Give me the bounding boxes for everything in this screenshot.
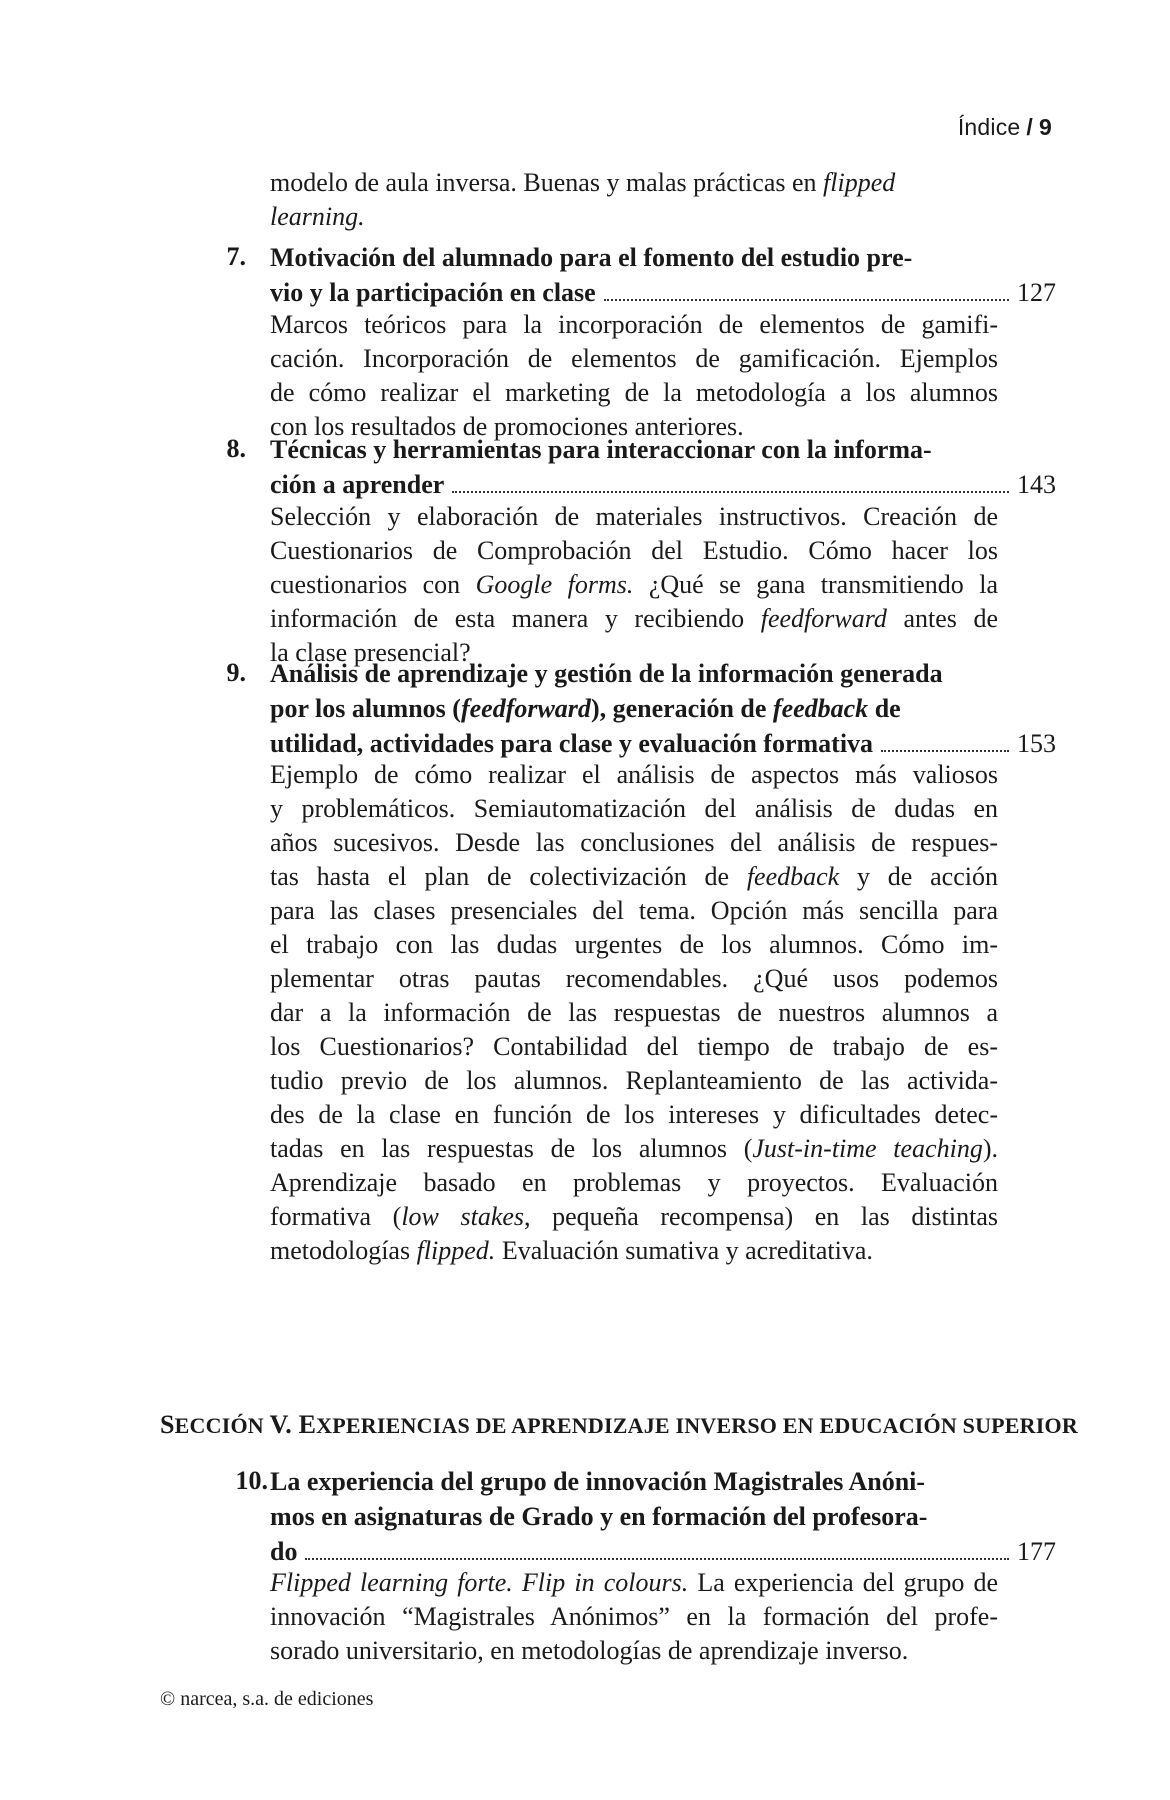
- desc-italic: Flipped learning forte. Flip in colours.: [270, 1568, 689, 1597]
- title-text: ), generación de: [590, 694, 773, 723]
- section-heading-part: ECCIÓN: [174, 1413, 270, 1438]
- desc-line: años sucesivos. Desde las conclusiones del análisis de respues-: [270, 828, 998, 857]
- desc-line: de cómo realizar el marketing de la metodología a los alumnos: [270, 378, 998, 407]
- desc-text: ¿Qué se gana transmitiendo la: [633, 570, 998, 599]
- desc-line: los Cuestionarios? Contabilidad del tiempo de trabajo de es-: [270, 1032, 998, 1061]
- desc-line: tudio previo de los alumnos. Replanteamiento de las activida-: [270, 1066, 998, 1095]
- section-heading-part: V. E: [269, 1410, 317, 1439]
- intro-italic-2: learning.: [270, 202, 365, 231]
- title-line: mos en asignaturas de Grado y en formación del profesora-: [270, 1502, 928, 1531]
- running-head-label: Índice: [957, 114, 1021, 140]
- toc-page-number: 177: [1017, 1537, 1056, 1566]
- entry-description: [270, 500, 998, 670]
- desc-text: metodologías: [270, 1236, 417, 1265]
- entry-title: [270, 1464, 1056, 1569]
- desc-text: tas hasta el plan de colectivización de: [270, 862, 747, 891]
- desc-italic: feedforward: [760, 604, 887, 633]
- running-head-separator: /: [1026, 114, 1033, 140]
- entry-title: [270, 240, 1056, 310]
- entry-number: 8.: [226, 434, 246, 463]
- desc-line: para las clases presenciales del tema. Opción más sencilla para: [270, 896, 998, 925]
- desc-line: [270, 1200, 998, 1234]
- desc-text: antes de: [886, 604, 998, 633]
- toc-leader-line: [270, 275, 1056, 310]
- desc-line: [270, 568, 998, 602]
- desc-line: Selección y elaboración de materiales instructivos. Creación de: [270, 502, 998, 531]
- title-italic: feedforward: [460, 694, 591, 723]
- copyright-footer: © narcea, s.a. de ediciones: [160, 1688, 374, 1710]
- title-line: [270, 691, 998, 726]
- desc-line: Aprendizaje basado en problemas y proyectos. Evaluación: [270, 1168, 998, 1197]
- entry-title: [270, 432, 1056, 502]
- title-text: por los alumnos (: [270, 694, 461, 723]
- entry-number: 10.: [235, 1466, 268, 1495]
- desc-text: formativa (: [270, 1202, 402, 1231]
- title-line: La experiencia del grupo de innovación Magistrales Anóni-: [270, 1467, 926, 1496]
- toc-page-number: 127: [1017, 278, 1056, 307]
- section-heading-part: XPERIENCIAS DE APRENDIZAJE INVERSO EN EDUCACIÓN SUPERIOR: [316, 1413, 1078, 1438]
- desc-italic: feedback: [746, 862, 840, 891]
- leader-dots: [305, 1557, 1009, 1560]
- entry-description: [270, 1566, 998, 1668]
- leader-dots: [604, 298, 1009, 301]
- desc-text: La experiencia del grupo de: [688, 1568, 998, 1597]
- desc-italic: Just-in-time teaching: [752, 1134, 983, 1163]
- title-text: de: [868, 694, 901, 723]
- toc-leader-line: [270, 1534, 1056, 1569]
- desc-line: [270, 602, 998, 636]
- desc-text: y de acción: [839, 862, 998, 891]
- running-head: [958, 114, 1052, 141]
- desc-italic: flipped.: [416, 1236, 496, 1265]
- title-line: Técnicas y herramientas para interaccionar con la informa-: [270, 435, 932, 464]
- desc-text: cuestionarios con: [270, 570, 476, 599]
- desc-line: la clase presencial?: [270, 638, 471, 667]
- intro-paragraph: [270, 166, 998, 234]
- leader-dots: [452, 490, 1009, 493]
- title-line: do: [270, 1537, 298, 1566]
- desc-line: Cuestionarios de Comprobación del Estudio. Cómo hacer los: [270, 536, 998, 565]
- intro-text: modelo de aula inversa. Buenas y malas prácticas en: [270, 168, 824, 197]
- leader-dots: [881, 749, 1009, 752]
- entry-title: [270, 656, 1056, 761]
- toc-page-number: 143: [1017, 470, 1056, 499]
- section-heading-part: S: [160, 1410, 175, 1439]
- desc-line: [270, 860, 998, 894]
- desc-text: tadas en las respuestas de los alumnos (: [270, 1134, 753, 1163]
- title-italic: feedback: [772, 694, 869, 723]
- desc-italic: low stakes: [401, 1202, 525, 1231]
- desc-line: Ejemplo de cómo realizar el análisis de aspectos más valiosos: [270, 760, 998, 789]
- desc-line: Marcos teóricos para la incorporación de elementos de gamifi-: [270, 310, 998, 339]
- desc-line: [270, 1234, 998, 1268]
- desc-line: des de la clase en función de los intereses y dificultades detec-: [270, 1100, 998, 1129]
- desc-line: [270, 1566, 998, 1600]
- title-line: utilidad, actividades para clase y evaluación formativa: [270, 729, 874, 758]
- desc-line: dar a la información de las respuestas de nuestros alumnos a: [270, 998, 998, 1027]
- page-number: 9: [1039, 114, 1052, 140]
- entry-number: 7.: [226, 242, 246, 271]
- toc-leader-line: [270, 726, 1056, 761]
- title-line: Análisis de aprendizaje y gestión de la información generada: [270, 659, 943, 688]
- entry-description: [270, 308, 998, 444]
- desc-line: y problemáticos. Semiautomatización del análisis de dudas en: [270, 794, 998, 823]
- intro-italic: flipped: [823, 168, 896, 197]
- desc-text: Evaluación sumativa y acreditativa.: [495, 1236, 873, 1265]
- desc-line: el trabajo con las dudas urgentes de los alumnos. Cómo im-: [270, 930, 998, 959]
- desc-line: sorado universitario, en metodologías de aprendizaje inverso.: [270, 1636, 909, 1665]
- entry-description: [270, 758, 998, 1268]
- title-line: vio y la participación en clase: [270, 278, 596, 307]
- desc-line: cación. Incorporación de elementos de gamificación. Ejemplos: [270, 344, 998, 373]
- desc-text: ).: [982, 1134, 998, 1163]
- desc-line: innovación “Magistrales Anónimos” en la formación del profe-: [270, 1602, 998, 1631]
- section-heading: [160, 1410, 1078, 1440]
- toc-leader-line: [270, 467, 1056, 502]
- desc-text: , pequeña recompensa) en las distintas: [524, 1202, 999, 1231]
- title-line: ción a aprender: [270, 470, 445, 499]
- desc-italic: Google forms.: [475, 570, 634, 599]
- title-line: Motivación del alumnado para el fomento del estudio pre-: [270, 243, 913, 272]
- desc-text: información de esta manera y recibiendo: [270, 604, 761, 633]
- desc-line: con los resultados de promociones anteriores.: [270, 412, 744, 441]
- desc-line: plementar otras pautas recomendables. ¿Qué usos podemos: [270, 964, 998, 993]
- toc-page-number: 153: [1017, 729, 1056, 758]
- entry-number: 9.: [226, 658, 246, 687]
- desc-line: [270, 1132, 998, 1166]
